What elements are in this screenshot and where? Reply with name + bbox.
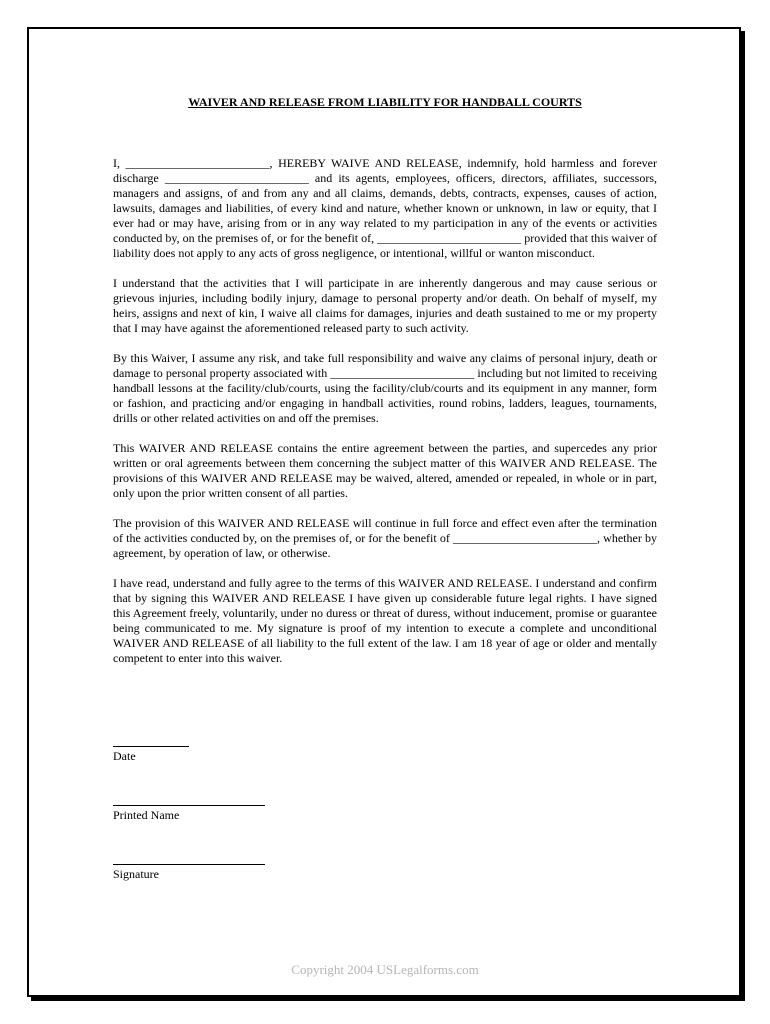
paragraph-acknowledgement: I have read, understand and fully agree to the terms of this WAIVER AND RELEASE. I understand and confirm that by signing this WAIVER AND RELEASE I have given up considerable future legal rights. I have signed this Agreement freely, voluntarily, under no duress or threat of duress, without inducement, promise or guarantee being communicated to me. My signature is proof of my intention to execute a complete and unconditional WAIVER AND RELEASE of all liability to the full extent of the law. I am 18 year of age or older and mentally competent to enter into this waiver. xyxy=(113,576,657,665)
date-line[interactable] xyxy=(113,733,189,747)
paragraph-survival: The provision of this WAIVER AND RELEASE will continue in full force and effect even after the termination of the activities conducted by, on the premises of, or for the benefit of ________________________, whether by agreement, by operation of law, or otherwise. xyxy=(113,516,657,560)
printed-name-line[interactable] xyxy=(113,792,265,806)
signature-line[interactable] xyxy=(113,851,265,865)
signature-field[interactable] xyxy=(113,851,313,882)
paragraph-assumption-of-risk: By this Waiver, I assume any risk, and take full responsibility and waive any claims of personal injury, death or damage to personal property associated with ________________________ including but not limited to receiving handball lessons at the facility/club/courts, using the facility/club/courts and its equipment in any manner, form or fashion, and practicing and/or engaging in handball activities, round robins, ladders, leagues, tournaments, drills or other related activities on and off the premises. xyxy=(113,351,657,425)
printed-name-label: Printed Name xyxy=(113,808,180,822)
signature-label: Signature xyxy=(113,867,159,881)
date-label: Date xyxy=(113,749,136,763)
document-body xyxy=(113,156,657,681)
printed-name-field[interactable] xyxy=(113,792,313,823)
paragraph-release: I, ________________________, HEREBY WAIVE AND RELEASE, indemnify, hold harmless and forever discharge ________________________ and its agents, employees, officers, directors, affiliates, successors, managers and assigns, of and from any and all claims, demands, debts, contracts, expenses, causes of action, lawsuits, damages and liabilities, of every kind and nature, whether known or unknown, in law or equity, that I ever had or may have, arising from or in any way related to my participation in any of the events or activities conducted by, on the premises of, or for the benefit of, ________________________ provided that this waiver of liability does not apply to any acts of gross negligence, or intentional, willful or wanton misconduct. xyxy=(113,156,657,260)
document-title: WAIVER AND RELEASE FROM LIABILITY FOR HANDBALL COURTS xyxy=(188,95,582,109)
paragraph-understanding: I understand that the activities that I will participate in are inherently dangerous and may cause serious or grievous injuries, including bodily injury, damage to personal property and/or death. On behalf of myself, my heirs, assigns and next of kin, I waive all claims for damages, injuries and death sustained to me or my property that I may have against the aforementioned released party to such activity. xyxy=(113,276,657,335)
copyright-watermark: Copyright 2004 USLegalforms.com xyxy=(291,962,479,977)
paragraph-entire-agreement: This WAIVER AND RELEASE contains the entire agreement between the parties, and supercedes any prior written or oral agreements between them concerning the subject matter of this WAIVER AND RELEASE. The provisions of this WAIVER AND RELEASE may be waived, altered, amended or repealed, in whole or in part, only upon the prior written consent of all parties. xyxy=(113,441,657,500)
date-field[interactable] xyxy=(113,733,313,764)
